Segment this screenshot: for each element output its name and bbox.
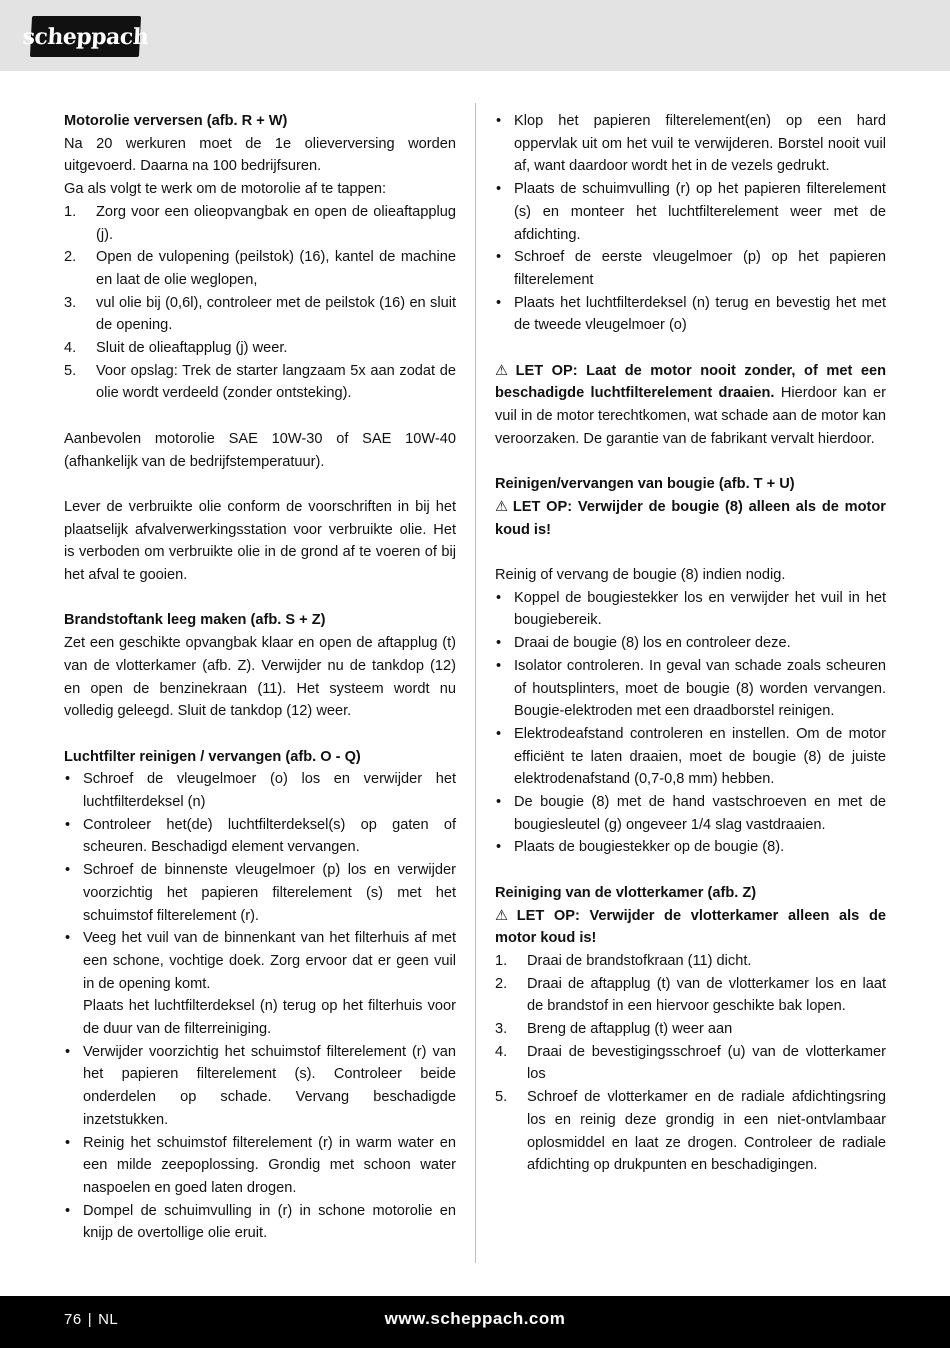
section-title-fuel-tank: Brandstoftank leeg maken (afb. S + Z) <box>64 612 326 629</box>
list-item: • Reinig het schuimstof filterelement (r) in warm water en een milde zeepoplossing. Grondig met schoon water naspoelen en goed laten drogen. <box>64 1132 456 1200</box>
list-item: 4. Draai de bevestigingsschroef (u) van de vlotterkamer los <box>495 1043 886 1083</box>
air-filter-bullets-continued <box>495 110 886 337</box>
paragraph: Na 20 werkuren moet de 1e olieverversing worden uitgevoerd. Daarna na 100 bedrijfsuren. <box>64 135 456 175</box>
air-filter-bullets <box>64 768 456 1245</box>
warning-icon: ⚠ <box>495 498 510 515</box>
page-number: 76 | NL <box>64 1311 119 1328</box>
right-column <box>495 110 886 1177</box>
list-item: • De bougie (8) met de hand vastschroeven en met de bougiesleutel (g) ongeveer 1/4 slag vastdraaien. <box>495 791 886 836</box>
list-item: • Klop het papieren filterelement(en) op een hard oppervlak uit om het vuil te verwijderen. Borstel nooit vuil af, want daardoor wordt het in de vezels gedrukt. <box>495 110 886 178</box>
language-code: NL <box>98 1311 119 1328</box>
list-item-continuation: Plaats het luchtfilterdeksel (n) terug op het filterhuis voor de duur van de filterreiniging. <box>83 998 456 1038</box>
list-item: 1. Draai de brandstofkraan (11) dicht. <box>495 952 752 969</box>
list-item: 5. Voor opslag: Trek de starter langzaam 5x aan zodat de olie wordt verdeeld (zonder ontsteking). <box>64 362 456 402</box>
section-title-air-filter: Luchtfilter reinigen / vervangen (afb. O - Q) <box>64 748 361 765</box>
left-column <box>64 110 456 1245</box>
list-item: 3. Breng de aftapplug (t) weer aan <box>495 1021 733 1038</box>
website-link[interactable]: www.scheppach.com <box>384 1309 566 1328</box>
list-item: • Schroef de binnenste vleugelmoer (p) los en verwijder voorzichtig het papieren filterelement (s) met het schuimstof filterelement (r). <box>64 859 456 927</box>
list-item: • Isolator controleren. In geval van schade zoals scheuren of houtsplinters, moet de bougie (8) worden vervangen. Bougie-elektroden met een draadborstel reinigen. <box>495 655 886 723</box>
list-item: 3. vul olie bij (0,6l), controleer met de peilstok (16) en sluit de opening. <box>64 294 456 334</box>
list-item: 5. Schroef de vlotterkamer en de radiale afdichtingsring los en reinig deze grondig in een niet-ontvlambaar oplosmiddel en laat ze drogen. Controleer de radiale afdichting op drukpunten en beschadigingen. <box>495 1089 886 1174</box>
list-item: • Plaats de bougiestekker op de bougie (8). <box>495 836 886 859</box>
section-title-spark-plug: Reinigen/vervangen van bougie (afb. T + U) <box>495 476 795 493</box>
warning-paragraph: ⚠ LET OP: Verwijder de vlotterkamer alleen als de motor koud is! <box>495 907 886 947</box>
section-title-float-chamber: Reiniging van de vlotterkamer (afb. Z) <box>495 884 757 901</box>
list-item: • Controleer het(de) luchtfilterdeksel(s) op gaten of scheuren. Beschadigd element vervangen. <box>64 814 456 859</box>
warning-icon: ⚠ <box>495 907 514 924</box>
list-item: • Elektrodeafstand controleren en instellen. Om de motor efficiënt te laten draaien, moet de bougie (8) de juiste elektrodenafstand (0,7-0,8 mm) hebben. <box>495 723 886 791</box>
list-item: 2. Open de vulopening (peilstok) (16), kantel de machine en laat de olie weglopen, <box>64 249 456 288</box>
list-item: 2. Draai de aftapplug (t) van de vlotterkamer los en laat de brandstof in een hiervoor geschikte bak lopen. <box>495 975 886 1015</box>
list-item: • Veeg het vuil van de binnenkant van het filterhuis af met een schone, vochtige doek. Zorg ervoor dat er geen vuil in de opening komt. Plaats het luchtfilterdeksel (n) terug op het filterhuis voor de duur van de filterreiniging. <box>64 927 456 1041</box>
float-chamber-steps <box>495 950 886 1177</box>
list-item: • Schroef de vleugelmoer (o) los en verwijder het luchtfilterdeksel (n) <box>64 768 456 813</box>
section-title-motor-oil: Motorolie verversen (afb. R + W) <box>64 113 288 129</box>
list-item: • Verwijder voorzichtig het schuimstof filterelement (r) van het papieren filterelement (s). Controleer beide onderdelen op schade. Vervang beschadigde inzetstukken. <box>64 1041 456 1132</box>
warning-paragraph: ⚠ LET OP: Verwijder de bougie (8) alleen als de motor koud is! <box>495 498 886 538</box>
list-item: • Plaats de schuimvulling (r) op het papieren filterelement (s) en monteer het luchtfilterelement weer met de afdichting. <box>495 178 886 246</box>
oil-steps-list <box>64 201 456 405</box>
paragraph: Aanbevolen motorolie SAE 10W-30 of SAE 10W-40 (afhankelijk van de bedrijfstemperatuur). <box>64 430 456 470</box>
list-item: 1. Zorg voor een olieopvangbak en open de olieaftapplug (j). <box>64 203 456 243</box>
list-item: • Plaats het luchtfilterdeksel (n) terug en bevestig het met de tweede vleugelmoer (o) <box>495 292 886 337</box>
paragraph: Zet een geschikte opvangbak klaar en open de aftapplug (t) van de vlotterkamer (afb. Z). Verwijder nu de tankdop (12) en open de benzinekraan (11). Het systeem wordt nu volledig geleegd. Sluit de tankdop (12) weer. <box>64 635 456 720</box>
paragraph: Lever de verbruikte olie conform de voorschriften in bij het plaatselijk afvalverwerkingsstation voor verbruikte olie. Het is verboden om verbruikte olie in de grond af te voeren of bij het afval te gooien. <box>64 498 456 584</box>
list-item: • Draai de bougie (8) los en controleer deze. <box>495 632 886 655</box>
header-band <box>0 0 950 71</box>
brand-logo: scheppach <box>30 16 141 57</box>
paragraph: Ga als volgt te werk om de motorolie af te tappen: <box>64 181 387 198</box>
spark-plug-bullets <box>495 587 886 859</box>
column-divider <box>475 103 476 1263</box>
paragraph: Reinig of vervang de bougie (8) indien nodig. <box>495 567 786 584</box>
warning-paragraph: ⚠ LET OP: Laat de motor nooit zonder, of met een beschadigde luchtfilterelement draaien. Hierdoor kan er vuil in de motor terechtkomen, wat schade aan de motor kan veroorzaken. De garantie van de fabrikant vervalt hierdoor. <box>495 362 886 447</box>
list-item: • Dompel de schuimvulling in (r) in schone motorolie en knijp de overtollige olie eruit. <box>64 1200 456 1245</box>
warning-icon: ⚠ <box>495 362 513 379</box>
footer-bar <box>0 1296 950 1348</box>
list-item: • Koppel de bougiestekker los en verwijder het vuil in het bougiebereik. <box>495 587 886 632</box>
list-item: • Schroef de eerste vleugelmoer (p) op het papieren filterelement <box>495 246 886 291</box>
list-item: 4. Sluit de olieaftapplug (j) weer. <box>64 340 288 357</box>
